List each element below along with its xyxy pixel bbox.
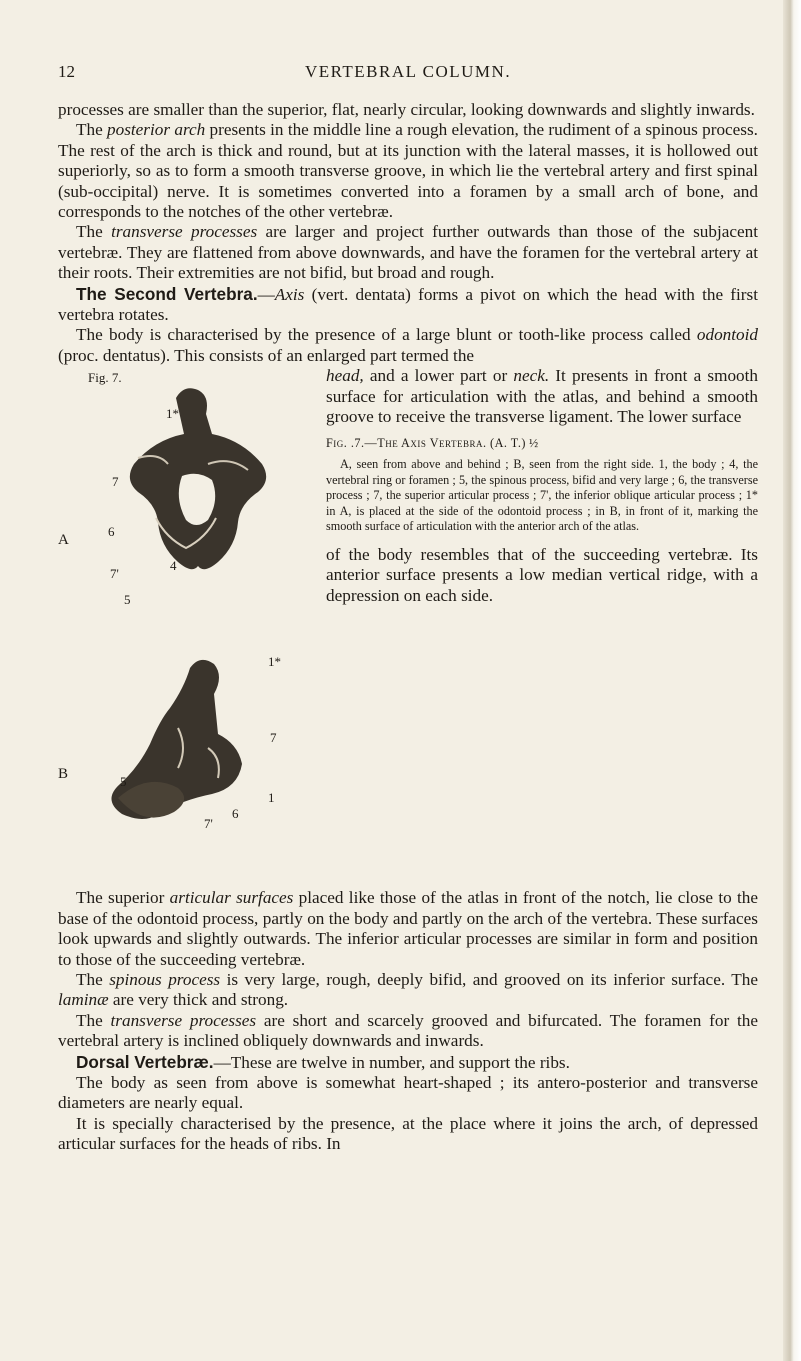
text-run: — [257, 284, 275, 304]
text-run: The [76, 969, 110, 989]
text-run: of the body resembles that of the succeeding vertebræ. Its anterior surface presents a low median vertical ridge, with a depression on each side. [326, 545, 758, 605]
text-run: is very large, rough, deeply bifid, and grooved on its inferior surface. The [220, 969, 758, 989]
text-run: The [76, 1010, 111, 1030]
term-articular-surfaces: articular surfaces [169, 888, 294, 908]
page-number: 12 [58, 62, 75, 81]
text-run: placed like those of the atlas in front of the notch, lie close to the base of the odontoid process, partly on the body and partly on the arch of the vertebra. These surfaces look upwards and slightly outwards. The inferior articular processes are similar in form and position to those of the succeeding vertebræ. [58, 888, 759, 969]
section-heading-second-vertebra: The Second Vertebra. [76, 283, 258, 304]
caption-body: A, seen from above and behind ; B, seen from the right side. 1, the body ; 4, the vertebral ring or foramen ; 5, the spinous process, bifid and very large ; 6, the transverse process ; 7, the superior articular process ; 7', the inferior oblique articular process ; 1* in A, is placed at the side of the odontoid process ; in B, in front of it, marking the smooth surface of articulation with the anterior arch of the atlas. [326, 457, 758, 534]
paragraph-body-odontoid [58, 325, 758, 366]
callout-7-a: 7 [112, 474, 119, 490]
paragraph-dorsal-vertebrae [58, 1052, 758, 1073]
paragraph-dorsal-body [58, 1073, 758, 1114]
callout-7-prime-a: 7' [110, 566, 119, 582]
paragraph-1 [58, 100, 758, 120]
term-axis: Axis [274, 284, 305, 304]
term-odontoid: odontoid [696, 325, 758, 345]
text-run: (proc. dentatus). This consists of an enlarged part termed the [58, 345, 475, 365]
callout-6-b: 6 [232, 806, 239, 822]
caption-title: Fig. .7.—The Axis Vertebra. (A. T.) [326, 435, 526, 450]
paragraph-articular-surfaces [58, 888, 758, 970]
text-run: It is specially characterised by the presence, at the place where it joins the arch, of depressed articular surfaces for the heads of ribs. In [58, 1113, 758, 1154]
text-run: The [76, 222, 112, 242]
caption-scale: ½ [528, 435, 539, 450]
text-run: It presents in front a smooth surface for articulation with the atlas, and behind a smooth groove to receive the transverse ligament. The lower surface [326, 366, 758, 427]
figure-view-label-a: A [58, 532, 69, 549]
figure-7 [58, 368, 320, 888]
figure-view-label-b: B [58, 766, 69, 783]
paragraph-dorsal-articular [58, 1114, 758, 1155]
page-body [58, 100, 758, 1155]
term-laminae: laminæ [58, 990, 109, 1010]
text-run: are larger and project further outwards than those of the subjacent vertebræ. They are flattened from above downwards, and have the foramen for the vertebral artery at their roots. Their extremities are not bifid, but broad and rough. [58, 222, 758, 283]
paragraph-second-vertebra [58, 284, 758, 326]
callout-5-a: 5 [124, 592, 131, 608]
callout-7-prime-b: 7' [204, 816, 213, 832]
term-transverse-processes: transverse processes [111, 222, 258, 242]
callout-4-a: 4 [170, 558, 177, 574]
callout-7-b: 7 [270, 730, 277, 746]
text-run: and a lower part or [363, 366, 514, 386]
text-run: presents in the middle line a rough elevation, the rudiment of a spinous process. The rest of the arch is thick and round, but at its junction with the lateral masses, it is hollowed out superiorly, so as to form a smooth transverse groove, in which lie the vertebral artery and first spinal (sub-occipital) nerve. It is sometimes converted into a foramen by a small arch of bone, and corresponds to the notches of the other vertebræ. [58, 120, 758, 222]
callout-1-b: 1 [268, 790, 275, 806]
paragraph-axis-transverse [58, 1011, 758, 1052]
callout-6-a: 6 [108, 524, 115, 540]
term-transverse-processes-axis: transverse processes [110, 1010, 257, 1030]
figure-label: Fig. 7. [88, 370, 122, 386]
callout-1-star-a: 1* [166, 406, 179, 422]
paragraph-transverse-processes [58, 222, 758, 283]
term-neck: neck. [513, 366, 550, 386]
section-heading-dorsal-vertebrae: Dorsal Vertebræ. [76, 1051, 214, 1072]
term-spinous-process: spinous process [109, 969, 221, 989]
paragraph-posterior-arch [58, 120, 758, 222]
term-posterior-arch: posterior arch [107, 120, 206, 140]
view-b-drawing [111, 660, 242, 819]
text-run: The [76, 120, 108, 140]
running-title: VERTEBRAL COLUMN. [304, 62, 512, 81]
text-run: (vert. dentata) forms a pivot on which the head with the first vertebra rotates. [58, 284, 758, 325]
paragraph-1-text: processes are smaller than the superior, flat, nearly circular, looking downwards and slightly inwards. [58, 100, 755, 119]
view-a-drawing [130, 388, 266, 569]
text-run: —These are twelve in number, and support the ribs. [213, 1052, 570, 1072]
text-run: The body as seen from above is somewhat heart-shaped ; its antero-posterior and transverse diameters are nearly equal. [58, 1072, 758, 1113]
text-run: The superior [76, 888, 170, 908]
paragraph-spinous-process [58, 970, 758, 1011]
text-run: The body is characterised by the presence of a large blunt or tooth-like process called [76, 325, 697, 345]
page-edge [783, 0, 801, 1361]
term-head: head, [326, 366, 364, 386]
callout-1-star-b: 1* [268, 654, 281, 670]
text-run: are very thick and strong. [108, 990, 289, 1010]
text-run: are short and scarcely grooved and bifurcated. The foramen for the vertebral artery is inclined obliquely downwards and inwards. [58, 1010, 758, 1051]
axis-vertebra-illustration [58, 368, 320, 868]
page-header [58, 62, 758, 84]
callout-5-b: 5 [120, 774, 127, 790]
